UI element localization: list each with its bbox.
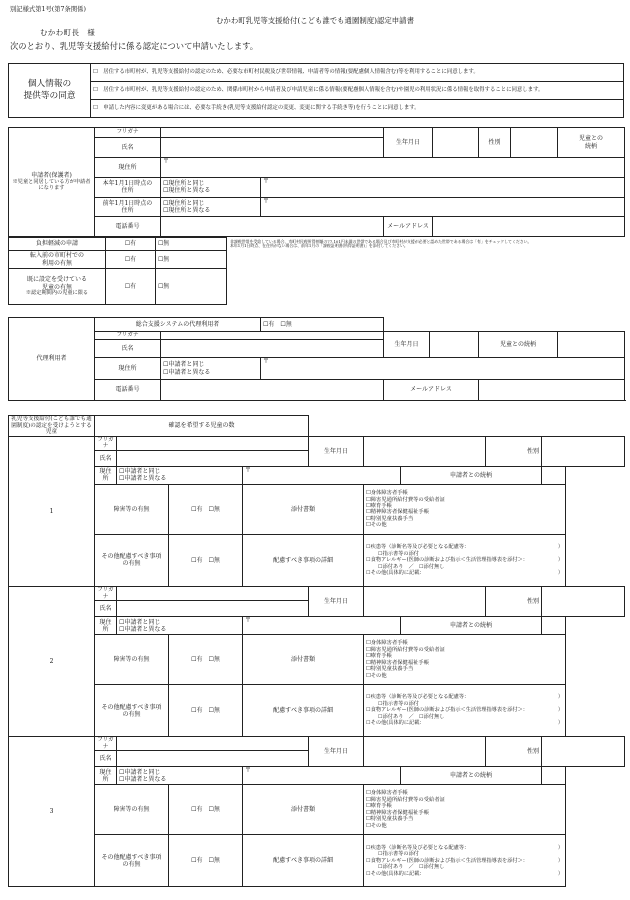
- applicant-email-label: メールアドレス: [384, 217, 433, 237]
- postal-mark: 〒: [245, 466, 252, 474]
- certified-yes[interactable]: ☐有: [106, 269, 156, 305]
- postal-mark: 〒: [263, 177, 270, 185]
- applicant-jan-options[interactable]: [161, 177, 261, 197]
- detail-line[interactable]: [366, 871, 563, 878]
- close-paren: ）: [557, 557, 564, 564]
- detail-instruction[interactable]: ☐指示書等の添付: [378, 550, 419, 557]
- child-detail-label: 配慮すべき事項の詳細: [243, 685, 364, 737]
- child-address-label: 現住所: [95, 617, 117, 635]
- child-relation-label: 申請者との続柄: [401, 767, 542, 785]
- certified-label: [9, 269, 106, 305]
- attachment-checkbox[interactable]: ☐療育手帳: [366, 653, 392, 660]
- child-address-options[interactable]: [117, 466, 243, 484]
- child-name-field[interactable]: [117, 751, 309, 767]
- proxy-relation-field[interactable]: [558, 331, 625, 358]
- applicant-phone-field[interactable]: [161, 217, 384, 237]
- diff-checkbox[interactable]: ☐申請者と異なる: [119, 775, 167, 783]
- close-paren: ）: [557, 544, 564, 551]
- detail-line[interactable]: [366, 720, 563, 727]
- child-disability-options[interactable]: [169, 484, 243, 534]
- child-disability-label: 障害等の有無: [95, 785, 169, 835]
- same-checkbox[interactable]: ☐申請者と同じ: [119, 468, 161, 476]
- no-checkbox[interactable]: ☐無: [208, 505, 220, 513]
- proxy-system-label: 総合支援システムの代理利用者: [95, 318, 261, 332]
- same-checkbox[interactable]: ☐申請者と同じ: [163, 361, 205, 369]
- no-checkbox[interactable]: ☐無: [208, 556, 220, 564]
- applicant-label: 申請者(保護者): [31, 172, 72, 180]
- detail-allergy[interactable]: ☐食物アレルギー(医師の診断および指示＜生活管理指導表を添付＞：: [366, 557, 528, 564]
- attachment-checkbox[interactable]: ☐障害児通所給付費等の受給者証: [366, 646, 445, 653]
- proxy-system-options[interactable]: [261, 318, 384, 332]
- yes-checkbox[interactable]: ☐有: [191, 505, 203, 513]
- moved-no[interactable]: ☐無: [156, 251, 227, 269]
- detail-disease[interactable]: ☐疾患等（診断名等及び必要となる配慮等：: [366, 694, 470, 701]
- yes-checkbox[interactable]: ☐有: [191, 806, 203, 814]
- child-detail-label: 配慮すべき事項の詳細: [243, 835, 364, 887]
- detail-other[interactable]: ☐その他(具体的に記載：: [366, 570, 425, 577]
- proxy-no[interactable]: ☐無: [280, 320, 292, 328]
- proxy-email-field[interactable]: [479, 379, 625, 400]
- same-checkbox[interactable]: ☐申請者と同じ: [119, 618, 161, 626]
- burden-label: 負担軽減の申請: [9, 238, 106, 251]
- applicant-section-label: [9, 128, 95, 237]
- child-detail-field[interactable]: [364, 685, 566, 737]
- child-gender-label: 性別: [486, 586, 542, 616]
- consent-item-2[interactable]: ☐ 居住する市町村が、乳児等支援給付の認定のため、関係市町村から申請者及び申請児童に係る情報(要配慮個人情報を含む)や園児の利用状況に係る情報を取得することに同意します。: [91, 82, 624, 100]
- close-paren: ）: [557, 694, 564, 701]
- detail-attach[interactable]: ☐添付あり ／ ☐添付無し: [378, 563, 445, 570]
- child-detail-field[interactable]: [364, 534, 566, 586]
- attachment-checkbox[interactable]: ☐特別児童扶養手当: [366, 515, 414, 522]
- child-furigana-label: フリガナ: [95, 586, 117, 600]
- same-checkbox[interactable]: ☐現住所と同じ: [163, 180, 205, 188]
- attachment-checkbox[interactable]: ☐その他: [366, 672, 387, 679]
- yes-checkbox[interactable]: ☐有: [191, 656, 203, 664]
- proxy-email-label: メールアドレス: [384, 379, 479, 400]
- applicant-birth-label: 生年月日: [384, 128, 433, 158]
- child-furigana-field[interactable]: [117, 586, 309, 600]
- attachment-checkbox[interactable]: ☐特別児童扶養手当: [366, 666, 414, 673]
- child-furigana-label: フリガナ: [95, 737, 117, 751]
- applicant-note: ※児童と同居している方が申請者になります: [12, 178, 91, 191]
- applicant-address-label: 現住所: [95, 158, 161, 178]
- postal-mark: 〒: [163, 158, 170, 166]
- attachment-checkbox[interactable]: ☐療育手帳: [366, 503, 392, 510]
- child-detail-label: 配慮すべき事項の詳細: [243, 534, 364, 586]
- detail-disease[interactable]: ☐疾患等（診断名等及び必要となる配慮等：: [366, 844, 470, 851]
- child-attachments[interactable]: [364, 484, 566, 534]
- child-number: 2: [9, 586, 95, 736]
- children-section-label: 乳児等支援給付(こども誰でも通園制度)の認定を受けようとする児童: [9, 416, 95, 437]
- child-address-field[interactable]: [243, 767, 401, 785]
- applicant-address-field[interactable]: [161, 158, 625, 178]
- child-birth-label: 生年月日: [309, 737, 364, 767]
- child-consider-options[interactable]: [169, 835, 243, 887]
- child-birth-field[interactable]: [364, 586, 486, 616]
- proxy-furigana-field[interactable]: [161, 331, 384, 340]
- proxy-name-label: 氏名: [95, 340, 161, 358]
- child-disability-options[interactable]: [169, 635, 243, 685]
- child-address-field[interactable]: [243, 466, 401, 484]
- child-attach-label: 添付書類: [243, 635, 364, 685]
- applicant-email-field[interactable]: [433, 217, 625, 237]
- attachment-checkbox[interactable]: ☐障害児通所給付費等の受給者証: [366, 796, 445, 803]
- detail-other[interactable]: ☐その他(具体的に記載：: [366, 870, 425, 877]
- proxy-phone-field[interactable]: [161, 379, 384, 400]
- burden-no[interactable]: ☐無: [156, 238, 227, 251]
- child-name-field[interactable]: [117, 450, 309, 466]
- detail-instruction[interactable]: ☐指示書等の添付: [378, 700, 419, 707]
- form-title: むかわ町乳児等支援給付(こども誰でも通園制度)認定申請書: [216, 16, 414, 25]
- proxy-address-label: 現住所: [95, 358, 161, 379]
- diff-checkbox[interactable]: ☐申請者と異なる: [119, 625, 167, 633]
- child-attach-label: 添付書類: [243, 484, 364, 534]
- intro-text: 次のとおり、乳児等支援給付に係る認定について申請いたします。: [10, 41, 259, 51]
- moved-yes[interactable]: ☐有: [106, 251, 156, 269]
- no-checkbox[interactable]: ☐無: [208, 656, 220, 664]
- proxy-birth-label: 生年月日: [384, 331, 430, 358]
- child-disability-label: 障害等の有無: [95, 484, 169, 534]
- moved-label: 転入前の市町村での 利用の有無: [9, 251, 106, 269]
- diff-checkbox[interactable]: ☐申請者と異なる: [119, 475, 167, 483]
- child-birth-field[interactable]: [364, 737, 486, 767]
- attachment-checkbox[interactable]: ☐障害児通所給付費等の受給者証: [366, 496, 445, 503]
- proxy-name-field[interactable]: [161, 340, 384, 358]
- child-consider-label: その他配慮すべき事項 の有無: [95, 534, 169, 586]
- applicant-table: [8, 127, 625, 237]
- diff-checkbox[interactable]: ☐現住所と異なる: [163, 187, 211, 195]
- child-attachments[interactable]: [364, 785, 566, 835]
- consent-table: [8, 63, 624, 118]
- child-relation-field[interactable]: [542, 466, 566, 484]
- attachment-checkbox[interactable]: ☐身体障害者手帳: [366, 490, 408, 497]
- applicant-relation-label: 児童との 続柄: [558, 128, 625, 158]
- detail-other[interactable]: ☐その他(具体的に記載：: [366, 720, 425, 727]
- attachment-checkbox[interactable]: ☐特別児童扶養手当: [366, 816, 414, 823]
- child-address-options[interactable]: [117, 617, 243, 635]
- child-consider-options[interactable]: [169, 534, 243, 586]
- proxy-furigana-label: フリガナ: [95, 331, 161, 340]
- same-checkbox[interactable]: ☐現住所と同じ: [163, 199, 205, 207]
- extra-note: 非課税世帯を受給している場合、市町村民税所得割額の77,101円未満の世帯である場合及び市町村が支援が必要と認めた世帯である場合は「有」をチェックしてください。 本年1月1日時点、在住所がない場合は、前年1月の「課税証明書(所得証明書)」を添付してください。: [230, 239, 532, 249]
- child-relation-label: 申請者との続柄: [401, 617, 542, 635]
- same-checkbox[interactable]: ☐申請者と同じ: [119, 768, 161, 776]
- child-address-field[interactable]: [243, 617, 401, 635]
- close-paren: ）: [557, 857, 564, 864]
- detail-instruction[interactable]: ☐指示書等の添付: [378, 851, 419, 858]
- child-number: 3: [9, 737, 95, 887]
- proxy-address-options[interactable]: [161, 358, 261, 379]
- applicant-jan-field[interactable]: [261, 177, 625, 197]
- child-birth-label: 生年月日: [309, 586, 364, 616]
- close-paren: ）: [557, 707, 564, 714]
- child-attachments[interactable]: [364, 635, 566, 685]
- attachment-checkbox[interactable]: ☐その他: [366, 822, 387, 829]
- no-checkbox[interactable]: ☐無: [208, 707, 220, 715]
- child-address-label: 現住所: [95, 767, 117, 785]
- proxy-birth-field[interactable]: [430, 331, 479, 358]
- certified-label-text: 既に設定を受けている 児童の有無: [26, 276, 87, 291]
- proxy-address-field[interactable]: [261, 358, 625, 379]
- postal-mark: 〒: [263, 358, 270, 366]
- no-checkbox[interactable]: ☐無: [208, 857, 220, 865]
- applicant-prev-jan-label: 前年1月1日時点の 住所: [95, 197, 161, 217]
- detail-attach[interactable]: ☐添付あり ／ ☐添付無し: [378, 864, 445, 871]
- child-birth-label: 生年月日: [309, 436, 364, 466]
- applicant-furigana-label: フリガナ: [95, 128, 161, 138]
- detail-attach[interactable]: ☐添付あり ／ ☐添付無し: [378, 713, 445, 720]
- children-count-label: 確認を希望する児童の数: [95, 416, 309, 437]
- detail-line[interactable]: [366, 570, 563, 577]
- consent-item-1[interactable]: ☐ 居住する市町村が、乳児等支援給付の認定のため、必要な市町村民税及び世帯情報、申請者等の情報(要配慮個人情報含む)等を利用することに同意します。: [91, 64, 624, 82]
- child-relation-label: 申請者との続柄: [401, 466, 542, 484]
- attachment-checkbox[interactable]: ☐身体障害者手帳: [366, 640, 408, 647]
- child-furigana-field[interactable]: [117, 436, 309, 450]
- child-furigana-label: フリガナ: [95, 436, 117, 450]
- child-gender-field[interactable]: [542, 436, 625, 466]
- proxy-blank: [384, 318, 625, 332]
- close-paren: ）: [557, 570, 564, 577]
- child-attach-label: 添付書類: [243, 785, 364, 835]
- child-name-label: 氏名: [95, 450, 117, 466]
- proxy-section-label: 代理利用者: [9, 318, 95, 401]
- child-relation-field[interactable]: [542, 767, 566, 785]
- child-birth-field[interactable]: [364, 436, 486, 466]
- proxy-relation-label: 児童との続柄: [479, 331, 558, 358]
- addressee: むかわ町長 様: [40, 28, 96, 37]
- proxy-table: [8, 317, 625, 401]
- applicant-gender-label: 性別: [479, 128, 511, 158]
- yes-checkbox[interactable]: ☐有: [191, 707, 203, 715]
- child-disability-label: 障害等の有無: [95, 635, 169, 685]
- yes-checkbox[interactable]: ☐有: [191, 857, 203, 865]
- child-gender-label: 性別: [486, 737, 542, 767]
- proxy-yes[interactable]: ☐有: [263, 320, 275, 328]
- child-address-options[interactable]: [117, 767, 243, 785]
- applicant-jan-label: 本年1月1日時点の 住所: [95, 177, 161, 197]
- detail-disease[interactable]: ☐疾患等（診断名等及び必要となる配慮等：: [366, 544, 470, 551]
- attachment-checkbox[interactable]: ☐精神障害者保健福祉手帳: [366, 509, 430, 516]
- proxy-phone-label: 電話番号: [95, 379, 161, 400]
- certified-note: ※認定期間内の児童に限る: [25, 289, 89, 296]
- form-id: 別記様式第1号(第7条関係): [10, 6, 86, 13]
- close-paren: ）: [557, 844, 564, 851]
- child-consider-options[interactable]: [169, 685, 243, 737]
- child-gender-field[interactable]: [542, 586, 625, 616]
- child-relation-field[interactable]: [542, 617, 566, 635]
- yes-checkbox[interactable]: ☐有: [191, 556, 203, 564]
- applicant-gender-field[interactable]: [511, 128, 558, 158]
- child-consider-label: その他配慮すべき事項 の有無: [95, 685, 169, 737]
- child-address-label: 現住所: [95, 466, 117, 484]
- consent-item-3[interactable]: ☐ 申請した内容に変更がある場合には、必要な手続き(乳児等支援給付認定の変更、変更に関する手続き等)を行うことに同意します。: [91, 100, 624, 118]
- attachment-checkbox[interactable]: ☐その他: [366, 522, 387, 529]
- postal-mark: 〒: [245, 767, 252, 775]
- applicant-name-field[interactable]: [161, 138, 384, 158]
- attachment-checkbox[interactable]: ☐身体障害者手帳: [366, 790, 408, 797]
- applicant-name-label: 氏名: [95, 138, 161, 158]
- attachment-checkbox[interactable]: ☐精神障害者保健福祉手帳: [366, 659, 430, 666]
- diff-checkbox[interactable]: ☐申請者と異なる: [163, 368, 211, 376]
- certified-no[interactable]: ☐無: [156, 269, 227, 305]
- detail-allergy[interactable]: ☐食物アレルギー(医師の診断および指示＜生活管理指導表を添付＞：: [366, 857, 528, 864]
- child-disability-options[interactable]: [169, 785, 243, 835]
- attachment-checkbox[interactable]: ☐療育手帳: [366, 803, 392, 810]
- child-name-label: 氏名: [95, 751, 117, 767]
- children-table: [8, 415, 625, 887]
- burden-yes[interactable]: ☐有: [106, 238, 156, 251]
- child-detail-field[interactable]: [364, 835, 566, 887]
- detail-allergy[interactable]: ☐食物アレルギー(医師の診断および指示＜生活管理指導表を添付＞：: [366, 707, 528, 714]
- child-furigana-field[interactable]: [117, 737, 309, 751]
- child-gender-label: 性別: [486, 436, 542, 466]
- child-number: 1: [9, 436, 95, 586]
- applicant-phone-label: 電話番号: [95, 217, 161, 237]
- extra-table: [8, 237, 227, 305]
- diff-checkbox[interactable]: ☐現住所と異なる: [163, 206, 211, 214]
- child-name-label: 氏名: [95, 601, 117, 617]
- child-name-field[interactable]: [117, 601, 309, 617]
- child-gender-field[interactable]: [542, 737, 625, 767]
- postal-mark: 〒: [263, 197, 270, 205]
- applicant-prev-jan-field[interactable]: [261, 197, 625, 217]
- attachment-checkbox[interactable]: ☐精神障害者保健福祉手帳: [366, 809, 430, 816]
- applicant-prev-jan-options[interactable]: [161, 197, 261, 217]
- postal-mark: 〒: [245, 617, 252, 625]
- applicant-furigana-field[interactable]: [161, 128, 384, 138]
- close-paren: ）: [557, 870, 564, 877]
- close-paren: ）: [557, 720, 564, 727]
- child-consider-label: その他配慮すべき事項 の有無: [95, 835, 169, 887]
- consent-label: 個人情報の 提供等の同意: [9, 64, 91, 118]
- children-count-blank: [309, 416, 625, 437]
- applicant-birth-field[interactable]: [433, 128, 479, 158]
- no-checkbox[interactable]: ☐無: [208, 806, 220, 814]
